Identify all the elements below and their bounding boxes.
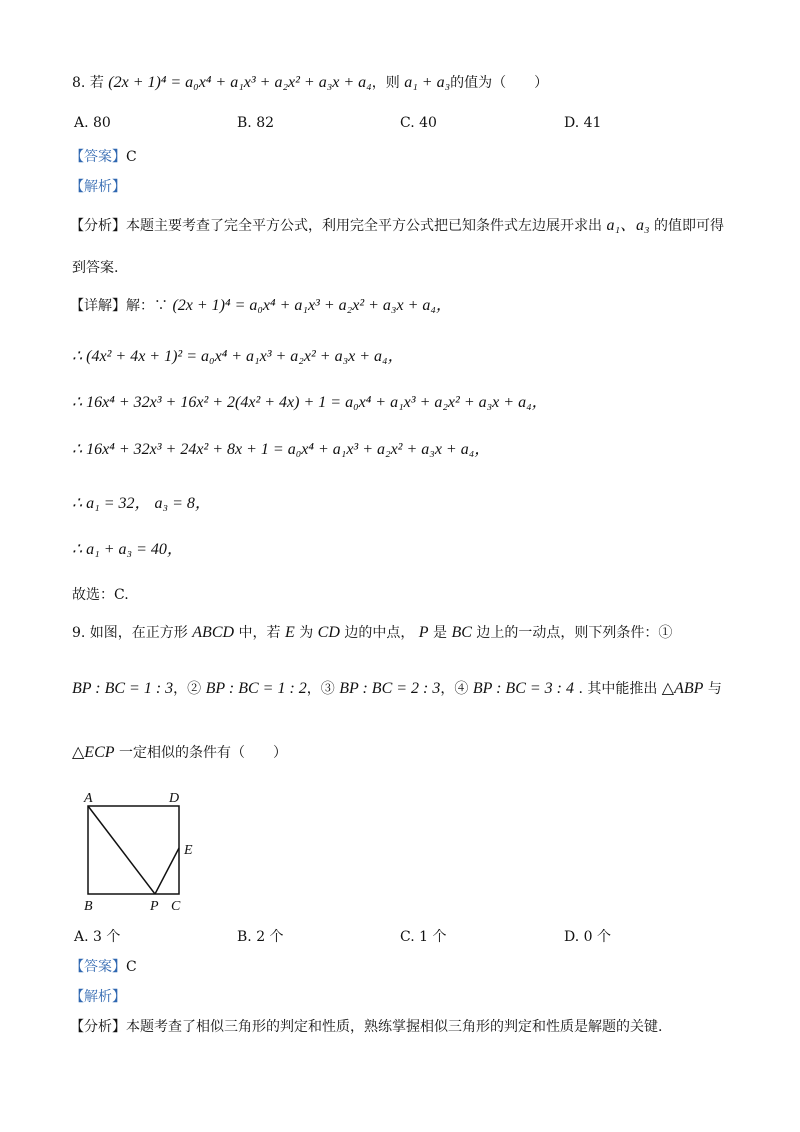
q8-ruo: 若 [89, 75, 104, 91]
q8-fenxi-end: 的值即可得 [654, 218, 725, 234]
q8-detail [70, 292, 452, 315]
square-abcd [88, 806, 179, 894]
q9-wei: 为 [299, 625, 314, 641]
label-c: C [171, 899, 181, 914]
q9-sep3: ，③ [306, 681, 335, 697]
q9-fenxi-tag: 【分析】 [70, 1019, 126, 1035]
q9-line1-end: 边上的一动点，则下列条件：① [476, 625, 673, 641]
label-d: D [169, 791, 180, 806]
q8-choice-c: C. 40 [400, 115, 437, 131]
label-b: B [84, 899, 93, 914]
q8-step2: ∴ (4x² + 4x + 1)² = a₀x⁴ + a₁x³ + a₂x² + a₃x + a₄， [72, 348, 404, 365]
q9-zhong: 中，若 [238, 625, 281, 641]
q8-fenxi-vars: a₁、a₃ [606, 217, 650, 234]
q8-fenxi-text: 本题主要考查了完全平方公式，利用完全平方公式把已知条件式左边展开求出 [126, 218, 602, 234]
q9-line2-end: . 其中能推出 [578, 681, 658, 697]
q8-step1: (2x + 1)⁴ = a₀x⁴ + a₁x³ + a₂x² + a₃x + a₄， [172, 297, 452, 314]
q8-conclusion: 故选：C. [72, 587, 129, 603]
q9-cond3: BP : BC = 2 : 3 [339, 680, 441, 697]
q9-answer-tag: 【答案】 [70, 959, 126, 975]
q8-number: 8. [72, 75, 86, 91]
q9-cond1: BP : BC = 1 : 3 [72, 680, 174, 697]
q9-figure [80, 786, 200, 916]
q9-e: E [284, 624, 295, 641]
q8-target: a₁ + a₃ [404, 74, 451, 91]
q9-intro: 9. 如图，在正方形 [72, 625, 188, 641]
q9-fenxi [70, 1016, 662, 1036]
q9-cd: CD [317, 624, 340, 641]
q8-detail-prefix: 解：∵ [126, 298, 168, 314]
label-e: E [184, 843, 193, 858]
q9-stem-line1 [72, 622, 672, 642]
q9-analysis-tag: 【解析】 [70, 989, 126, 1005]
q8-fenxi-line2: 到答案. [72, 260, 119, 276]
q9-sep2: ，② [173, 681, 202, 697]
q9-fenxi-text: 本题考查了相似三角形的判定和性质，熟练掌握相似三角形的判定和性质是解题的关键. [126, 1019, 663, 1035]
q8-answer-tag: 【答案】 [70, 149, 126, 165]
q8-choice-d: D. 41 [564, 115, 602, 131]
q8-step6: ∴ a₁ + a₃ = 40， [72, 541, 183, 558]
q9-tri2: △ECP [72, 744, 115, 761]
q9-stem-line2 [72, 678, 722, 698]
q9-shi: 是 [433, 625, 448, 641]
q8-step3: ∴ 16x⁴ + 32x³ + 16x² + 2(4x² + 4x) + 1 = a₀x⁴ + a₁x³ + a₂x² + a₃x + a₄， [72, 394, 548, 411]
q9-choice-c: C. 1 个 [400, 929, 447, 945]
q9-p: P [418, 624, 429, 641]
q9-yu: 与 [707, 681, 722, 697]
q9-choice-d: D. 0 个 [564, 929, 611, 945]
q9-sep4: ，④ [440, 681, 469, 697]
q9-tri1: △ABP [661, 680, 704, 697]
q9-bc: BC [451, 624, 472, 641]
q8-answer [70, 146, 137, 166]
q8-analysis-tag: 【解析】 [70, 179, 126, 195]
q8-choice-b: B. 82 [237, 115, 275, 131]
q9-line3-end: 一定相似的条件有（ ） [118, 745, 287, 761]
label-a: A [84, 791, 93, 806]
q8-ask: 的值为（ ） [450, 75, 549, 91]
q9-answer [70, 956, 137, 976]
q8-stem [72, 72, 548, 92]
segment-pe [155, 848, 179, 894]
q9-cond4: BP : BC = 3 : 4 [472, 680, 574, 697]
q9-stem-line3 [72, 742, 287, 762]
q8-step4: ∴ 16x⁴ + 32x³ + 24x² + 8x + 1 = a₀x⁴ + a₁x³ + a₂x² + a₃x + a₄， [72, 441, 491, 458]
q8-fenxi-tag: 【分析】 [70, 218, 126, 234]
q8-step5: ∴ a₁ = 32， a₃ = 8， [72, 495, 211, 512]
q8-answer-value: C [126, 149, 137, 165]
q8-detail-tag: 【详解】 [70, 298, 126, 314]
segment-ap [88, 806, 155, 894]
q9-choice-b: B. 2 个 [237, 929, 284, 945]
q8-choice-a: A. 80 [74, 115, 111, 131]
q8-then: ，则 [371, 75, 400, 91]
q9-midpoint: 边的中点， [344, 625, 415, 641]
q8-equation: (2x + 1)⁴ = a₀x⁴ + a₁x³ + a₂x² + a₃x + a₄ [108, 74, 372, 91]
q9-square: ABCD [192, 624, 235, 641]
q9-choice-a: A. 3 个 [74, 929, 121, 945]
q8-fenxi-line1 [70, 212, 724, 235]
label-p: P [150, 899, 159, 914]
q9-cond2: BP : BC = 1 : 2 [205, 680, 307, 697]
q9-answer-value: C [126, 959, 137, 975]
